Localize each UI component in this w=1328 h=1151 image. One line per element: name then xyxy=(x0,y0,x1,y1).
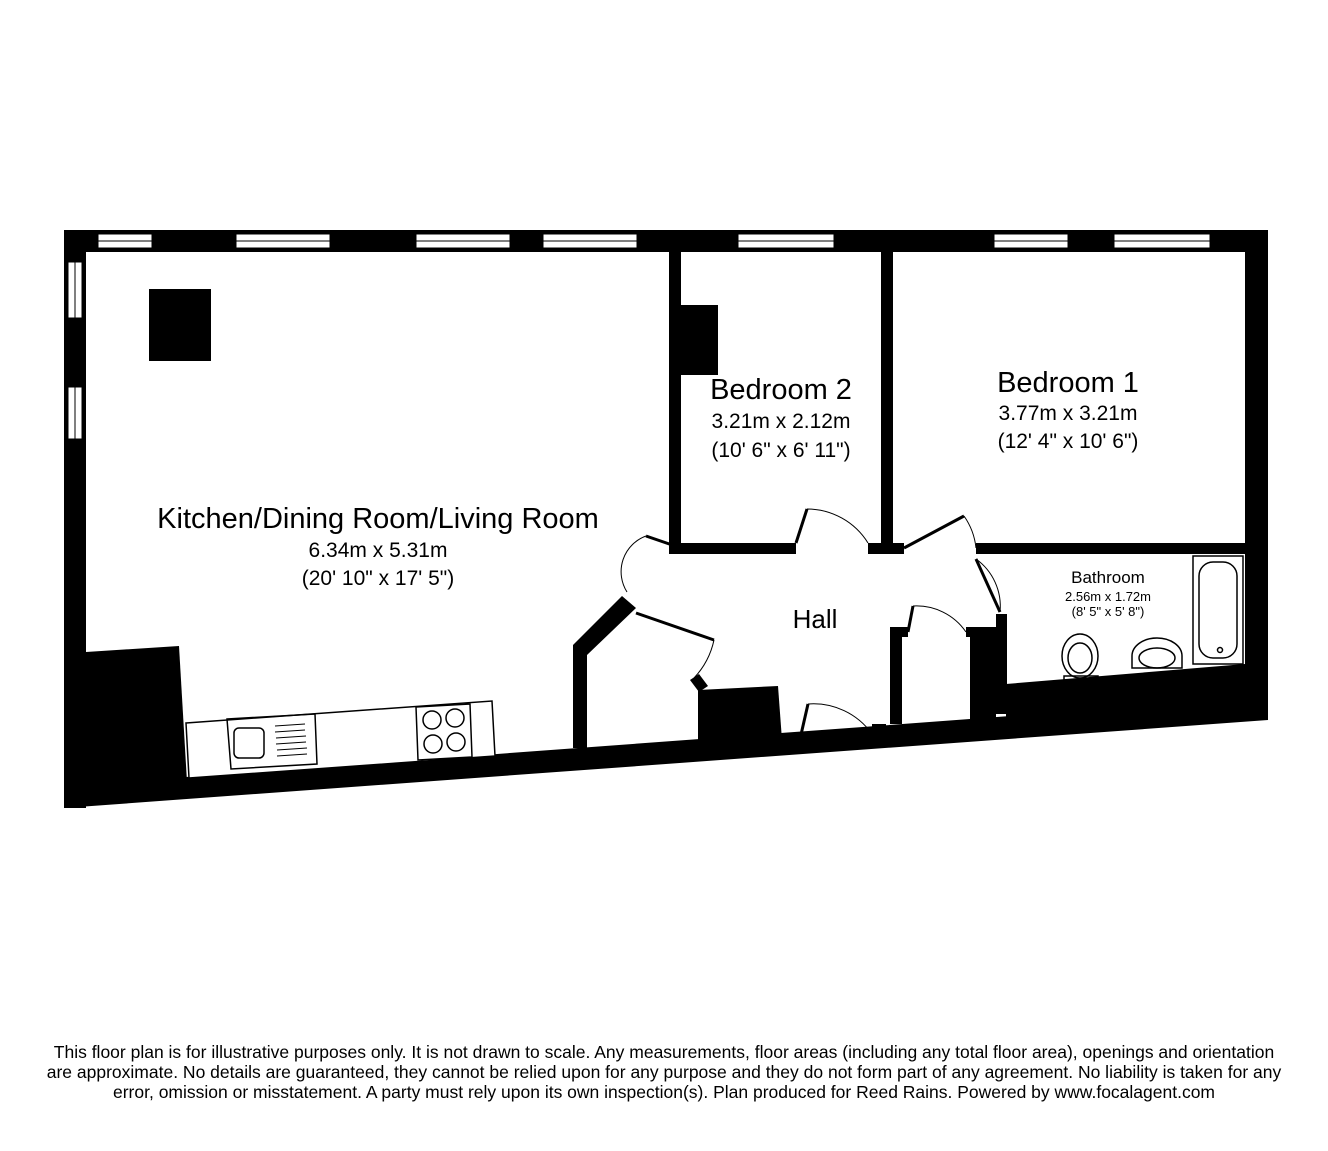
room-dimensions-metric: 6.34m x 5.31m xyxy=(308,539,448,562)
room-dimensions-metric: 3.21m x 2.12m xyxy=(711,410,851,433)
room-name: Bedroom 2 xyxy=(710,374,852,406)
room-name: Bathroom xyxy=(1071,568,1145,587)
toilet-icon xyxy=(1062,634,1098,683)
room-name: Hall xyxy=(792,604,838,634)
room-label-bedroom1 xyxy=(997,367,1139,453)
disclaimer-text: This floor plan is for illustrative purposes only. It is not drawn to scale. Any measurements, floor areas (including any total floor area), openings and orientation are approximate. No details are guaranteed, they cannot be relied upon for any purpose and they do not form part of any agreement. No liability is taken for any error, omission or misstatement. A party must rely upon its own inspection(s). Plan produced for Reed Rains. Powered by www.focalagent.com xyxy=(46,1042,1282,1102)
room-dimensions-imperial: (10' 6" x 6' 11") xyxy=(711,439,851,462)
room-name: Bedroom 1 xyxy=(997,367,1139,399)
room-label-hall xyxy=(793,604,838,634)
basin-icon xyxy=(1132,638,1182,668)
room-dimensions-metric: 3.77m x 3.21m xyxy=(998,402,1138,425)
room-label-bedroom2 xyxy=(710,374,852,462)
room-name: Kitchen/Dining Room/Living Room xyxy=(157,503,599,535)
room-dimensions-metric: 2.56m x 1.72m xyxy=(1065,589,1151,604)
room-dimensions-imperial: (20' 10" x 17' 5") xyxy=(301,567,455,590)
room-dimensions-imperial: (12' 4" x 10' 6") xyxy=(997,430,1139,453)
room-dimensions-imperial: (8' 5" x 5' 8") xyxy=(1071,604,1145,619)
bath-icon xyxy=(1193,556,1243,664)
room-label-bathroom xyxy=(1065,568,1151,619)
room-label-kitchen xyxy=(157,503,599,590)
